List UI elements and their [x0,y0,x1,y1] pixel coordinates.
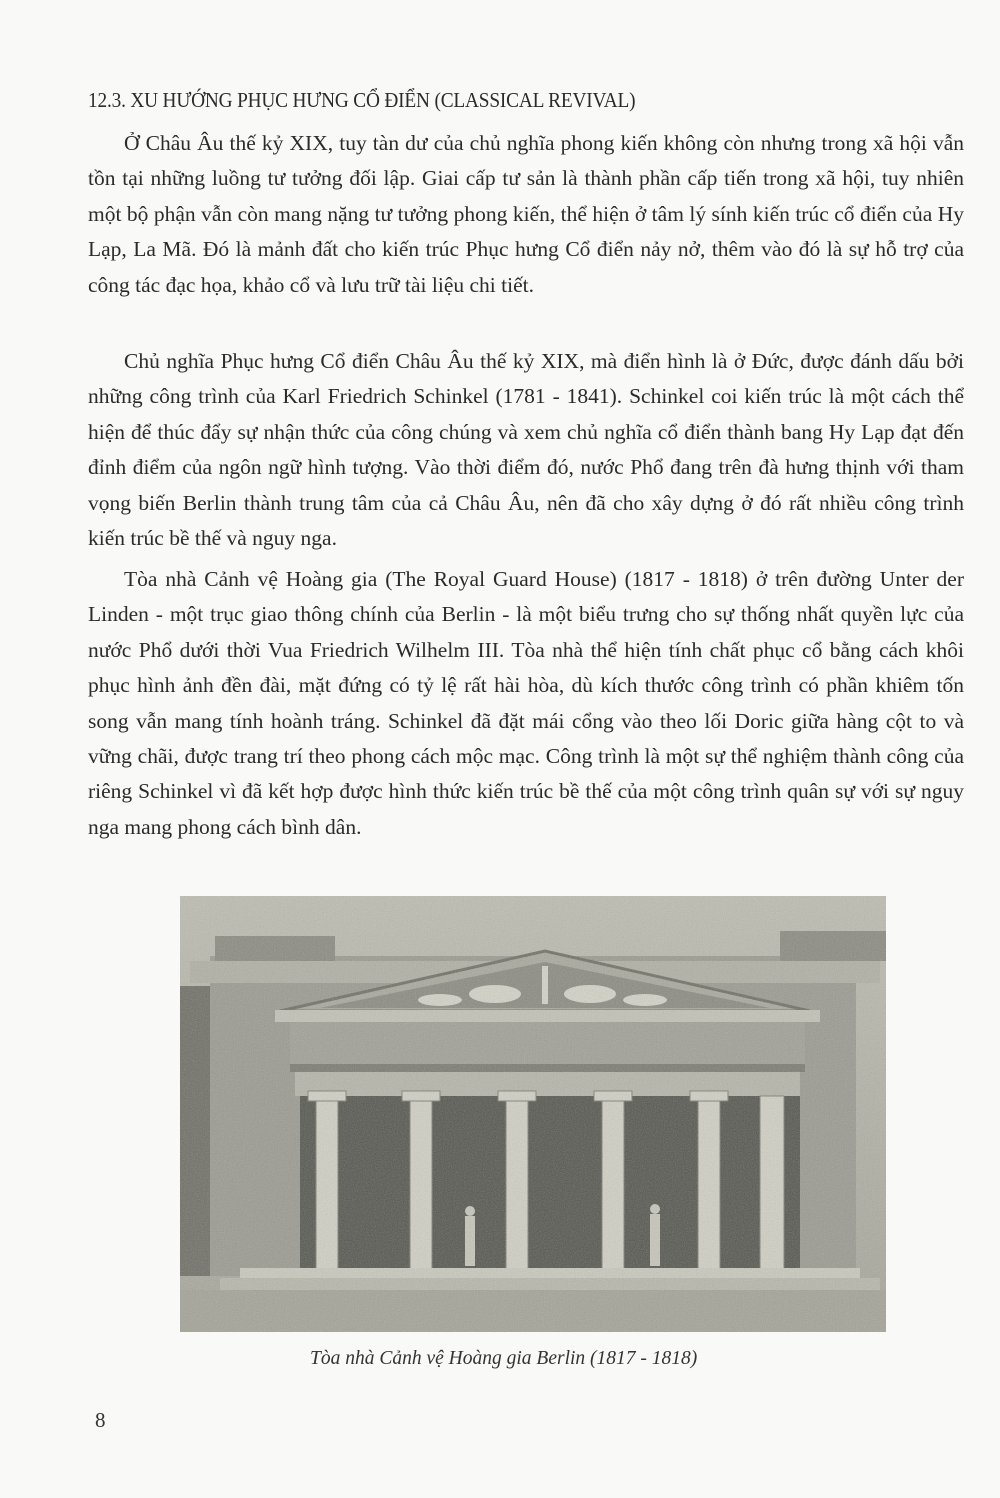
royal-guard-house-photo [180,896,886,1332]
paragraph-intro: Ở Châu Âu thế kỷ XIX, tuy tàn dư của chủ nghĩa phong kiến không còn nhưng trong xã hội vẫn tồn tại những luồng tư tưởng đối lập. Giai cấp tư sản là thành phần cấp tiến trong xã hội, tuy nhiên một bộ phận vẫn còn mang nặng tư tưởng phong kiến, thể hiện ở tâm lý sính kiến trúc cổ điển của Hy Lạp, La Mã. Đó là mảnh đất cho kiến trúc Phục hưng Cổ điển nảy nở, thêm vào đó là sự hỗ trợ của công tác đạc họa, khảo cổ và lưu trữ tài liệu chi tiết. [88,131,964,297]
paragraph-royal-guard-house: Tòa nhà Cảnh vệ Hoàng gia (The Royal Guard House) (1817 - 1818) ở trên đường Unter der Linden - một trục giao thông chính của Berlin - là một biểu trưng cho sự thống nhất quyền lực của nước Phổ dưới thời Vua Friedrich Wilhelm III. Tòa nhà thể hiện tính chất phục cổ bằng cách khôi phục hình ảnh đền đài, mặt đứng có tỷ lệ rất hài hòa, dù kích thước công trình có phần khiêm tốn song vẫn mang tính hoành tráng. Schinkel đã đặt mái cổng vào theo lối Doric giữa hàng cột to và vững chãi, được trang trí theo phong cách mộc mạc. Công trình là một sự thể nghiệm thành công của riêng Schinkel vì đã kết hợp được hình thức kiến trúc bề thế của một công trình quân sự với sự nguy nga mang phong cách bình dân. [88,567,964,839]
figure-caption: Tòa nhà Cảnh vệ Hoàng gia Berlin (1817 - 1818) [310,1348,698,1369]
building-illustration [180,896,886,1332]
page-number: 8 [95,1408,106,1432]
paragraph-schinkel: Chủ nghĩa Phục hưng Cổ điển Châu Âu thế kỷ XIX, mà điển hình là ở Đức, được đánh dấu bởi những công trình của Karl Friedrich Schinkel (1781 - 1841). Schinkel coi kiến trúc là một cách thể hiện để thúc đẩy sự nhận thức của công chúng và xem chủ nghĩa cổ điển thành bang Hy Lạp đạt đến đỉnh điểm của ngôn ngữ hình tượng. Vào thời điểm đó, nước Phổ đang trên đà hưng thịnh với tham vọng biến Berlin thành trung tâm của cả Châu Âu, nên đã cho xây dựng ở đó rất nhiều công trình kiến trúc bề thế và nguy nga. [88,349,964,551]
section-heading: 12.3. XU HƯỚNG PHỤC HƯNG CỔ ĐIỂN (CLASSICAL REVIVAL) [88,88,636,112]
